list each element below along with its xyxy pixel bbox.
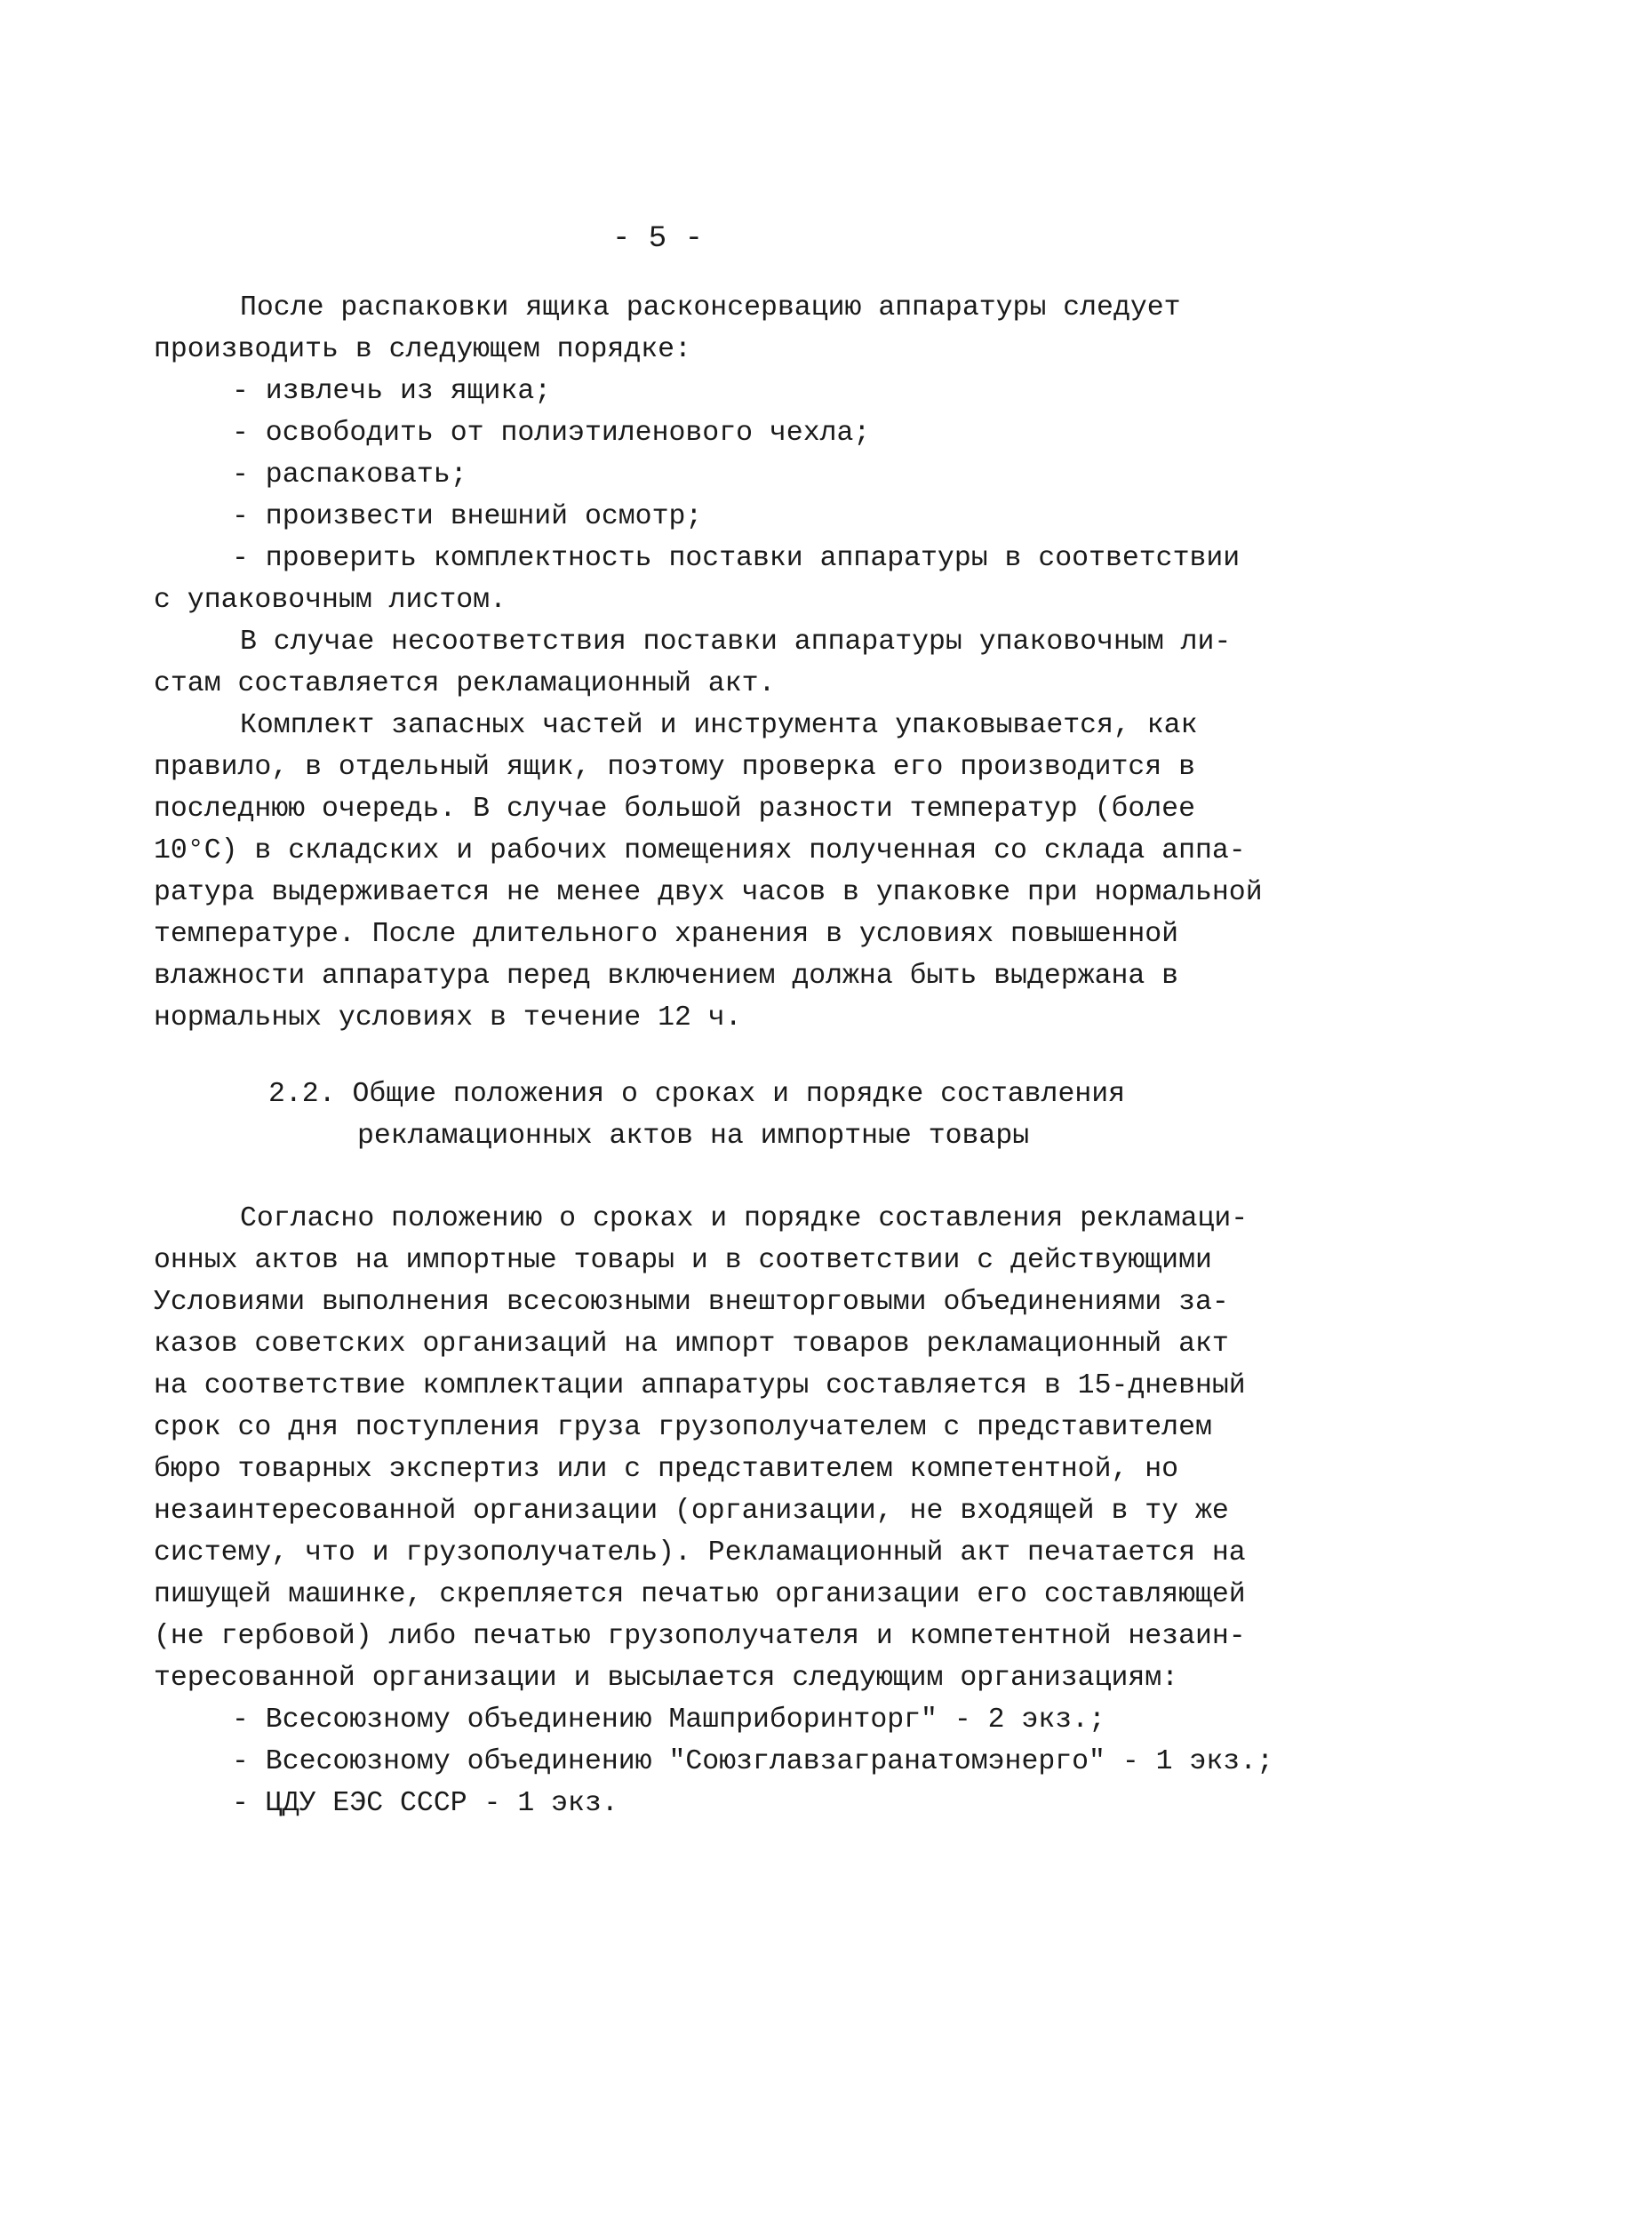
text-line: бюро товарных экспертиз или с представителем компетентной, но — [154, 1454, 1179, 1485]
text-line: ратура выдерживается не менее двух часов в упаковке при нормальной — [154, 877, 1263, 908]
text-line: незаинтересованной организации (организации, не входящей в ту же — [154, 1496, 1229, 1527]
section-heading-line-1: 2.2. Общие положения о сроках и порядке составления — [268, 1079, 1126, 1110]
text-line: (не гербовой) либо печатью грузополучателя и компетентной незаин- — [154, 1621, 1246, 1652]
text-line: правило, в отдельный ящик, поэтому проверка его производится в — [154, 752, 1195, 783]
text-line: Условиями выполнения всесоюзными внешторговыми объединениями за- — [154, 1287, 1229, 1318]
text-line: последнюю очередь. В случае большой разности температур (более — [154, 794, 1195, 825]
text-line: влажности аппаратура перед включением должна быть выдержана в — [154, 961, 1179, 992]
section-claims — [154, 1198, 1300, 1824]
text-line: с упаковочным листом. — [154, 585, 507, 616]
text-line: онных актов на импортные товары и в соответствии с действующими — [154, 1245, 1212, 1276]
text-line: Согласно положению о сроках и порядке составления рекламаци- — [240, 1203, 1249, 1234]
section-unpacking — [154, 287, 1300, 1039]
text-line: пишущей машинке, скрепляется печатью организации его составляющей — [154, 1579, 1246, 1610]
list-item: - Всесоюзному объединению Машприборинторг" - 2 экз.; — [232, 1704, 1105, 1736]
list-item: - извлечь из ящика; — [232, 376, 552, 407]
text-line: систему, что и грузополучатель). Рекламационный акт печатается на — [154, 1537, 1246, 1568]
list-item: - ЦДУ ЕЭС СССР - 1 экз. — [232, 1788, 619, 1819]
text-line: Комплект запасных частей и инструмента упаковывается, как — [240, 710, 1198, 741]
section-heading — [268, 1074, 1246, 1157]
list-item: - освободить от полиэтиленового чехла; — [232, 418, 871, 449]
list-item: - произвести внешний осмотр; — [232, 501, 703, 532]
text-line: срок со дня поступления груза грузополучателем с представителем — [154, 1412, 1212, 1443]
section-heading-line-2: рекламационных актов на импортные товары — [357, 1121, 1030, 1152]
text-line: на соответствие комплектации аппаратуры составляется в 15-дневный — [154, 1370, 1246, 1401]
text-line: 10°С) в складских и рабочих помещениях полученная со склада аппа- — [154, 835, 1246, 866]
list-item: - распаковать; — [232, 459, 467, 491]
list-item: - проверить комплектность поставки аппаратуры в соответствии — [232, 543, 1241, 574]
text-line: стам составляется рекламационный акт. — [154, 668, 776, 699]
text-line: казов советских организаций на импорт товаров рекламационный акт — [154, 1329, 1229, 1360]
list-item: - Всесоюзному объединению "Союзглавзагранатомэнерго" - 1 экз.; — [232, 1746, 1273, 1777]
text-line: нормальных условиях в течение 12 ч. — [154, 1002, 742, 1034]
text-line: производить в следующем порядке: — [154, 334, 691, 365]
text-line: температуре. После длительного хранения в условиях повышенной — [154, 919, 1179, 950]
text-line: тересованной организации и высылается следующим организациям: — [154, 1663, 1179, 1694]
text-line: После распаковки ящика расконсервацию аппаратуры следует — [240, 292, 1181, 323]
page-number: - 5 - — [611, 222, 704, 256]
text-line: В случае несоответствия поставки аппаратуры упаковочным ли- — [240, 627, 1232, 658]
